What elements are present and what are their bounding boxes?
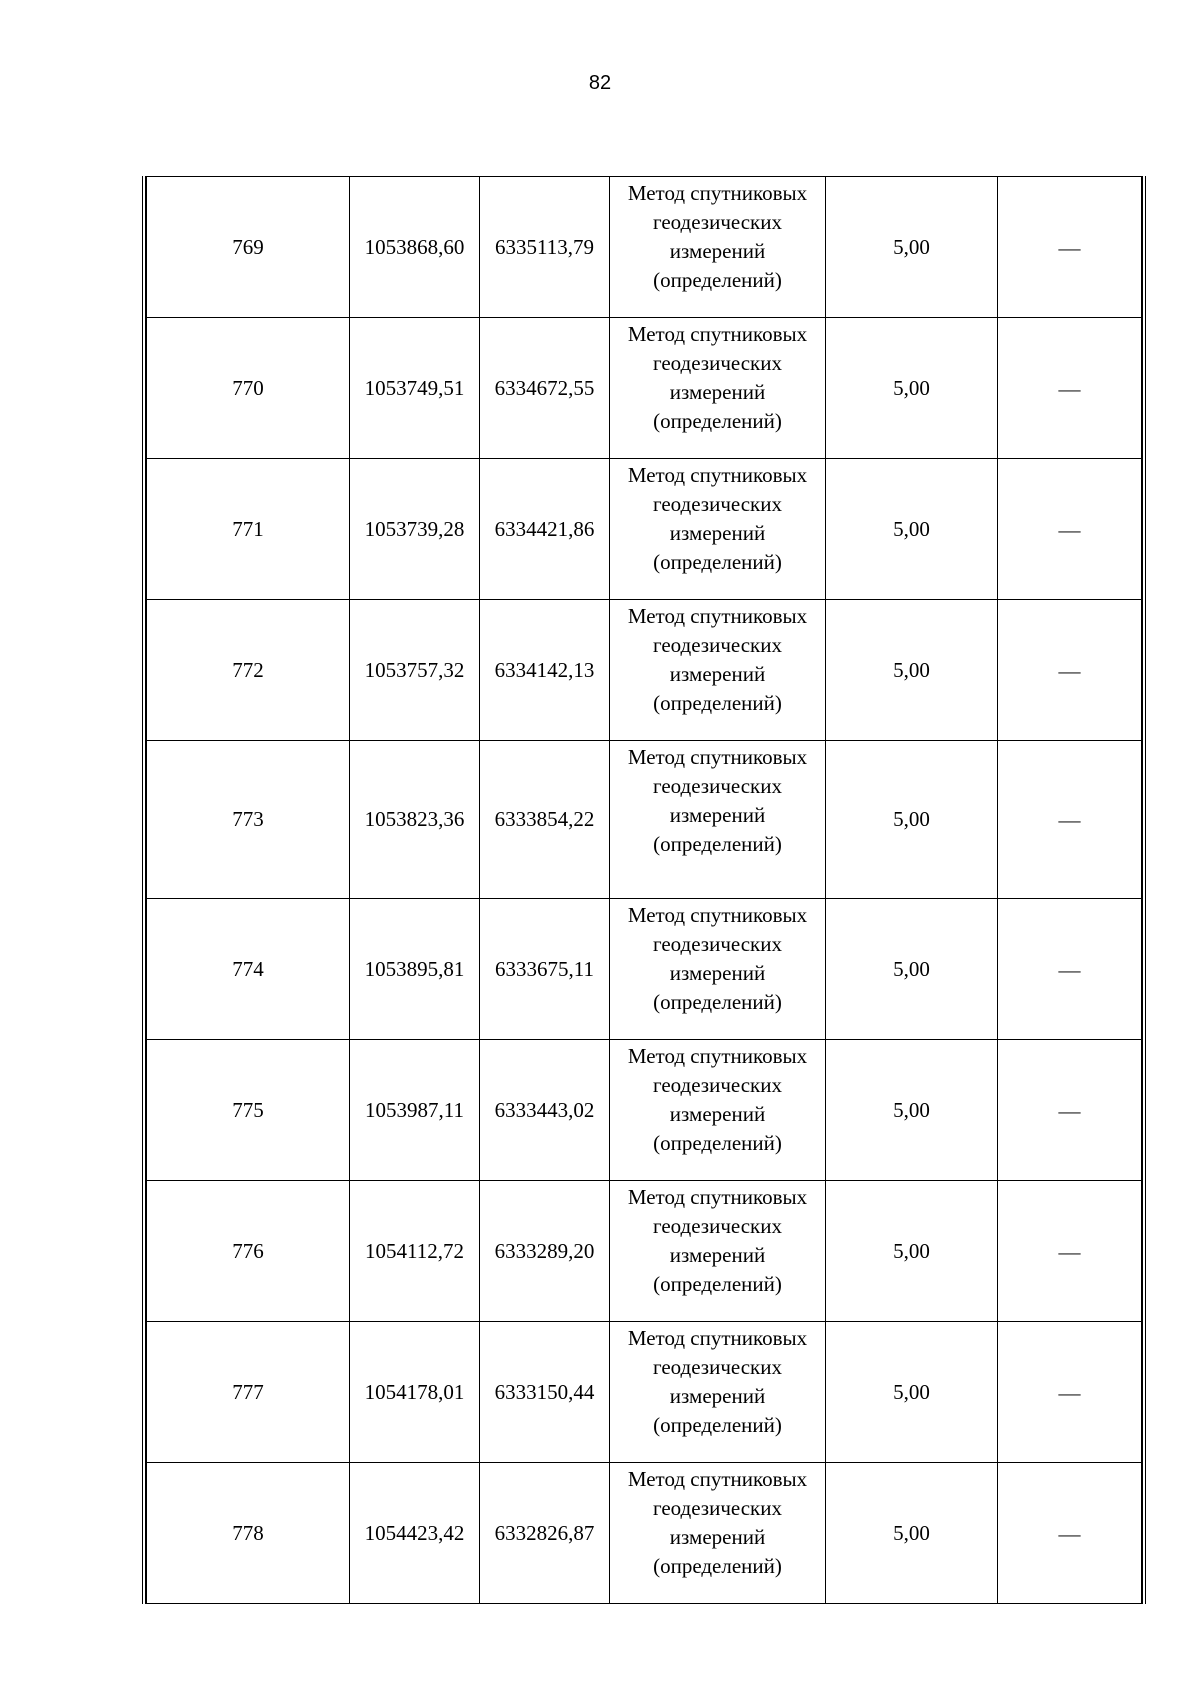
method-line: Метод спутниковых	[627, 604, 808, 628]
method-line: (определений)	[653, 550, 782, 574]
point-number-cell: 771	[147, 459, 350, 600]
y-coordinate-cell: 6332826,87	[480, 1463, 610, 1604]
point-number-cell: 769	[147, 177, 350, 318]
method-line: (определений)	[653, 409, 782, 433]
y-coordinate-cell: 6333675,11	[480, 899, 610, 1040]
method-line: Метод спутниковых	[627, 1185, 808, 1209]
point-number-cell: 770	[147, 318, 350, 459]
table-row	[147, 318, 1142, 459]
method-line: измерений	[669, 1243, 766, 1267]
method-line: Метод спутниковых	[627, 1044, 808, 1068]
method-line: геодезических	[652, 932, 782, 956]
x-coordinate-cell: 1053895,81	[350, 899, 480, 1040]
note-cell: —	[998, 899, 1142, 1040]
method-cell	[610, 177, 826, 318]
method-line: геодезических	[652, 351, 782, 375]
accuracy-cell: 5,00	[826, 741, 998, 899]
note-cell: —	[998, 741, 1142, 899]
point-number-cell: 778	[147, 1463, 350, 1604]
y-coordinate-cell: 6333289,20	[480, 1181, 610, 1322]
y-coordinate-cell: 6335113,79	[480, 177, 610, 318]
method-cell	[610, 1322, 826, 1463]
method-line: (определений)	[653, 990, 782, 1014]
method-line: Метод спутниковых	[627, 1326, 808, 1350]
table-row	[147, 1181, 1142, 1322]
note-cell: —	[998, 1463, 1142, 1604]
point-number-cell: 772	[147, 600, 350, 741]
method-line: измерений	[669, 521, 766, 545]
accuracy-cell: 5,00	[826, 1040, 998, 1181]
accuracy-cell: 5,00	[826, 1322, 998, 1463]
method-line: измерений	[669, 662, 766, 686]
method-line: геодезических	[652, 1214, 782, 1238]
method-cell	[610, 899, 826, 1040]
y-coordinate-cell: 6333854,22	[480, 741, 610, 899]
method-line: геодезических	[652, 210, 782, 234]
table-row	[147, 899, 1142, 1040]
method-cell	[610, 741, 826, 899]
method-line: Метод спутниковых	[627, 322, 808, 346]
method-line: (определений)	[653, 1272, 782, 1296]
accuracy-cell: 5,00	[826, 1181, 998, 1322]
y-coordinate-cell: 6334421,86	[480, 459, 610, 600]
x-coordinate-cell: 1053757,32	[350, 600, 480, 741]
table-row	[147, 1463, 1142, 1604]
x-coordinate-cell: 1053868,60	[350, 177, 480, 318]
method-line: (определений)	[653, 268, 782, 292]
table-row	[147, 177, 1142, 318]
accuracy-cell: 5,00	[826, 1463, 998, 1604]
method-line: Метод спутниковых	[627, 463, 808, 487]
accuracy-cell: 5,00	[826, 459, 998, 600]
method-line: Метод спутниковых	[627, 1467, 808, 1491]
method-line: измерений	[669, 239, 766, 263]
note-cell: —	[998, 1322, 1142, 1463]
method-line: геодезических	[652, 1073, 782, 1097]
table-row	[147, 1040, 1142, 1181]
method-line: Метод спутниковых	[627, 181, 808, 205]
table-row	[147, 741, 1142, 899]
method-cell	[610, 1040, 826, 1181]
x-coordinate-cell: 1054112,72	[350, 1181, 480, 1322]
method-line: измерений	[669, 1102, 766, 1126]
accuracy-cell: 5,00	[826, 600, 998, 741]
method-cell	[610, 600, 826, 741]
method-line: измерений	[669, 803, 766, 827]
method-line: геодезических	[652, 1355, 782, 1379]
method-line: измерений	[669, 380, 766, 404]
method-line: геодезических	[652, 633, 782, 657]
page-number: 82	[588, 72, 612, 94]
method-line: геодезических	[652, 492, 782, 516]
note-cell: —	[998, 459, 1142, 600]
method-line: геодезических	[652, 774, 782, 798]
note-cell: —	[998, 600, 1142, 741]
table-row	[147, 600, 1142, 741]
method-line: (определений)	[653, 691, 782, 715]
accuracy-cell: 5,00	[826, 318, 998, 459]
method-cell	[610, 459, 826, 600]
method-line: (определений)	[653, 1554, 782, 1578]
point-number-cell: 774	[147, 899, 350, 1040]
method-line: Метод спутниковых	[627, 903, 808, 927]
point-number-cell: 776	[147, 1181, 350, 1322]
method-cell	[610, 318, 826, 459]
table-row	[147, 459, 1142, 600]
method-line: измерений	[669, 961, 766, 985]
accuracy-cell: 5,00	[826, 177, 998, 318]
method-line: (определений)	[653, 1413, 782, 1437]
x-coordinate-cell: 1053823,36	[350, 741, 480, 899]
method-line: Метод спутниковых	[627, 745, 808, 769]
y-coordinate-cell: 6334672,55	[480, 318, 610, 459]
point-number-cell: 773	[147, 741, 350, 899]
point-number-cell: 777	[147, 1322, 350, 1463]
x-coordinate-cell: 1053739,28	[350, 459, 480, 600]
method-line: геодезических	[652, 1496, 782, 1520]
y-coordinate-cell: 6333150,44	[480, 1322, 610, 1463]
point-number-cell: 775	[147, 1040, 350, 1181]
x-coordinate-cell: 1053749,51	[350, 318, 480, 459]
coordinates-table	[146, 176, 1142, 1604]
accuracy-cell: 5,00	[826, 899, 998, 1040]
method-line: (определений)	[653, 1131, 782, 1155]
note-cell: —	[998, 177, 1142, 318]
method-line: (определений)	[653, 832, 782, 856]
table-row	[147, 1322, 1142, 1463]
x-coordinate-cell: 1053987,11	[350, 1040, 480, 1181]
note-cell: —	[998, 1040, 1142, 1181]
method-cell	[610, 1463, 826, 1604]
x-coordinate-cell: 1054423,42	[350, 1463, 480, 1604]
y-coordinate-cell: 6334142,13	[480, 600, 610, 741]
y-coordinate-cell: 6333443,02	[480, 1040, 610, 1181]
coordinates-table-body	[147, 177, 1142, 1604]
coordinates-table-wrapper	[142, 176, 1146, 1604]
x-coordinate-cell: 1054178,01	[350, 1322, 480, 1463]
method-line: измерений	[669, 1525, 766, 1549]
note-cell: —	[998, 1181, 1142, 1322]
method-line: измерений	[669, 1384, 766, 1408]
method-cell	[610, 1181, 826, 1322]
note-cell: —	[998, 318, 1142, 459]
